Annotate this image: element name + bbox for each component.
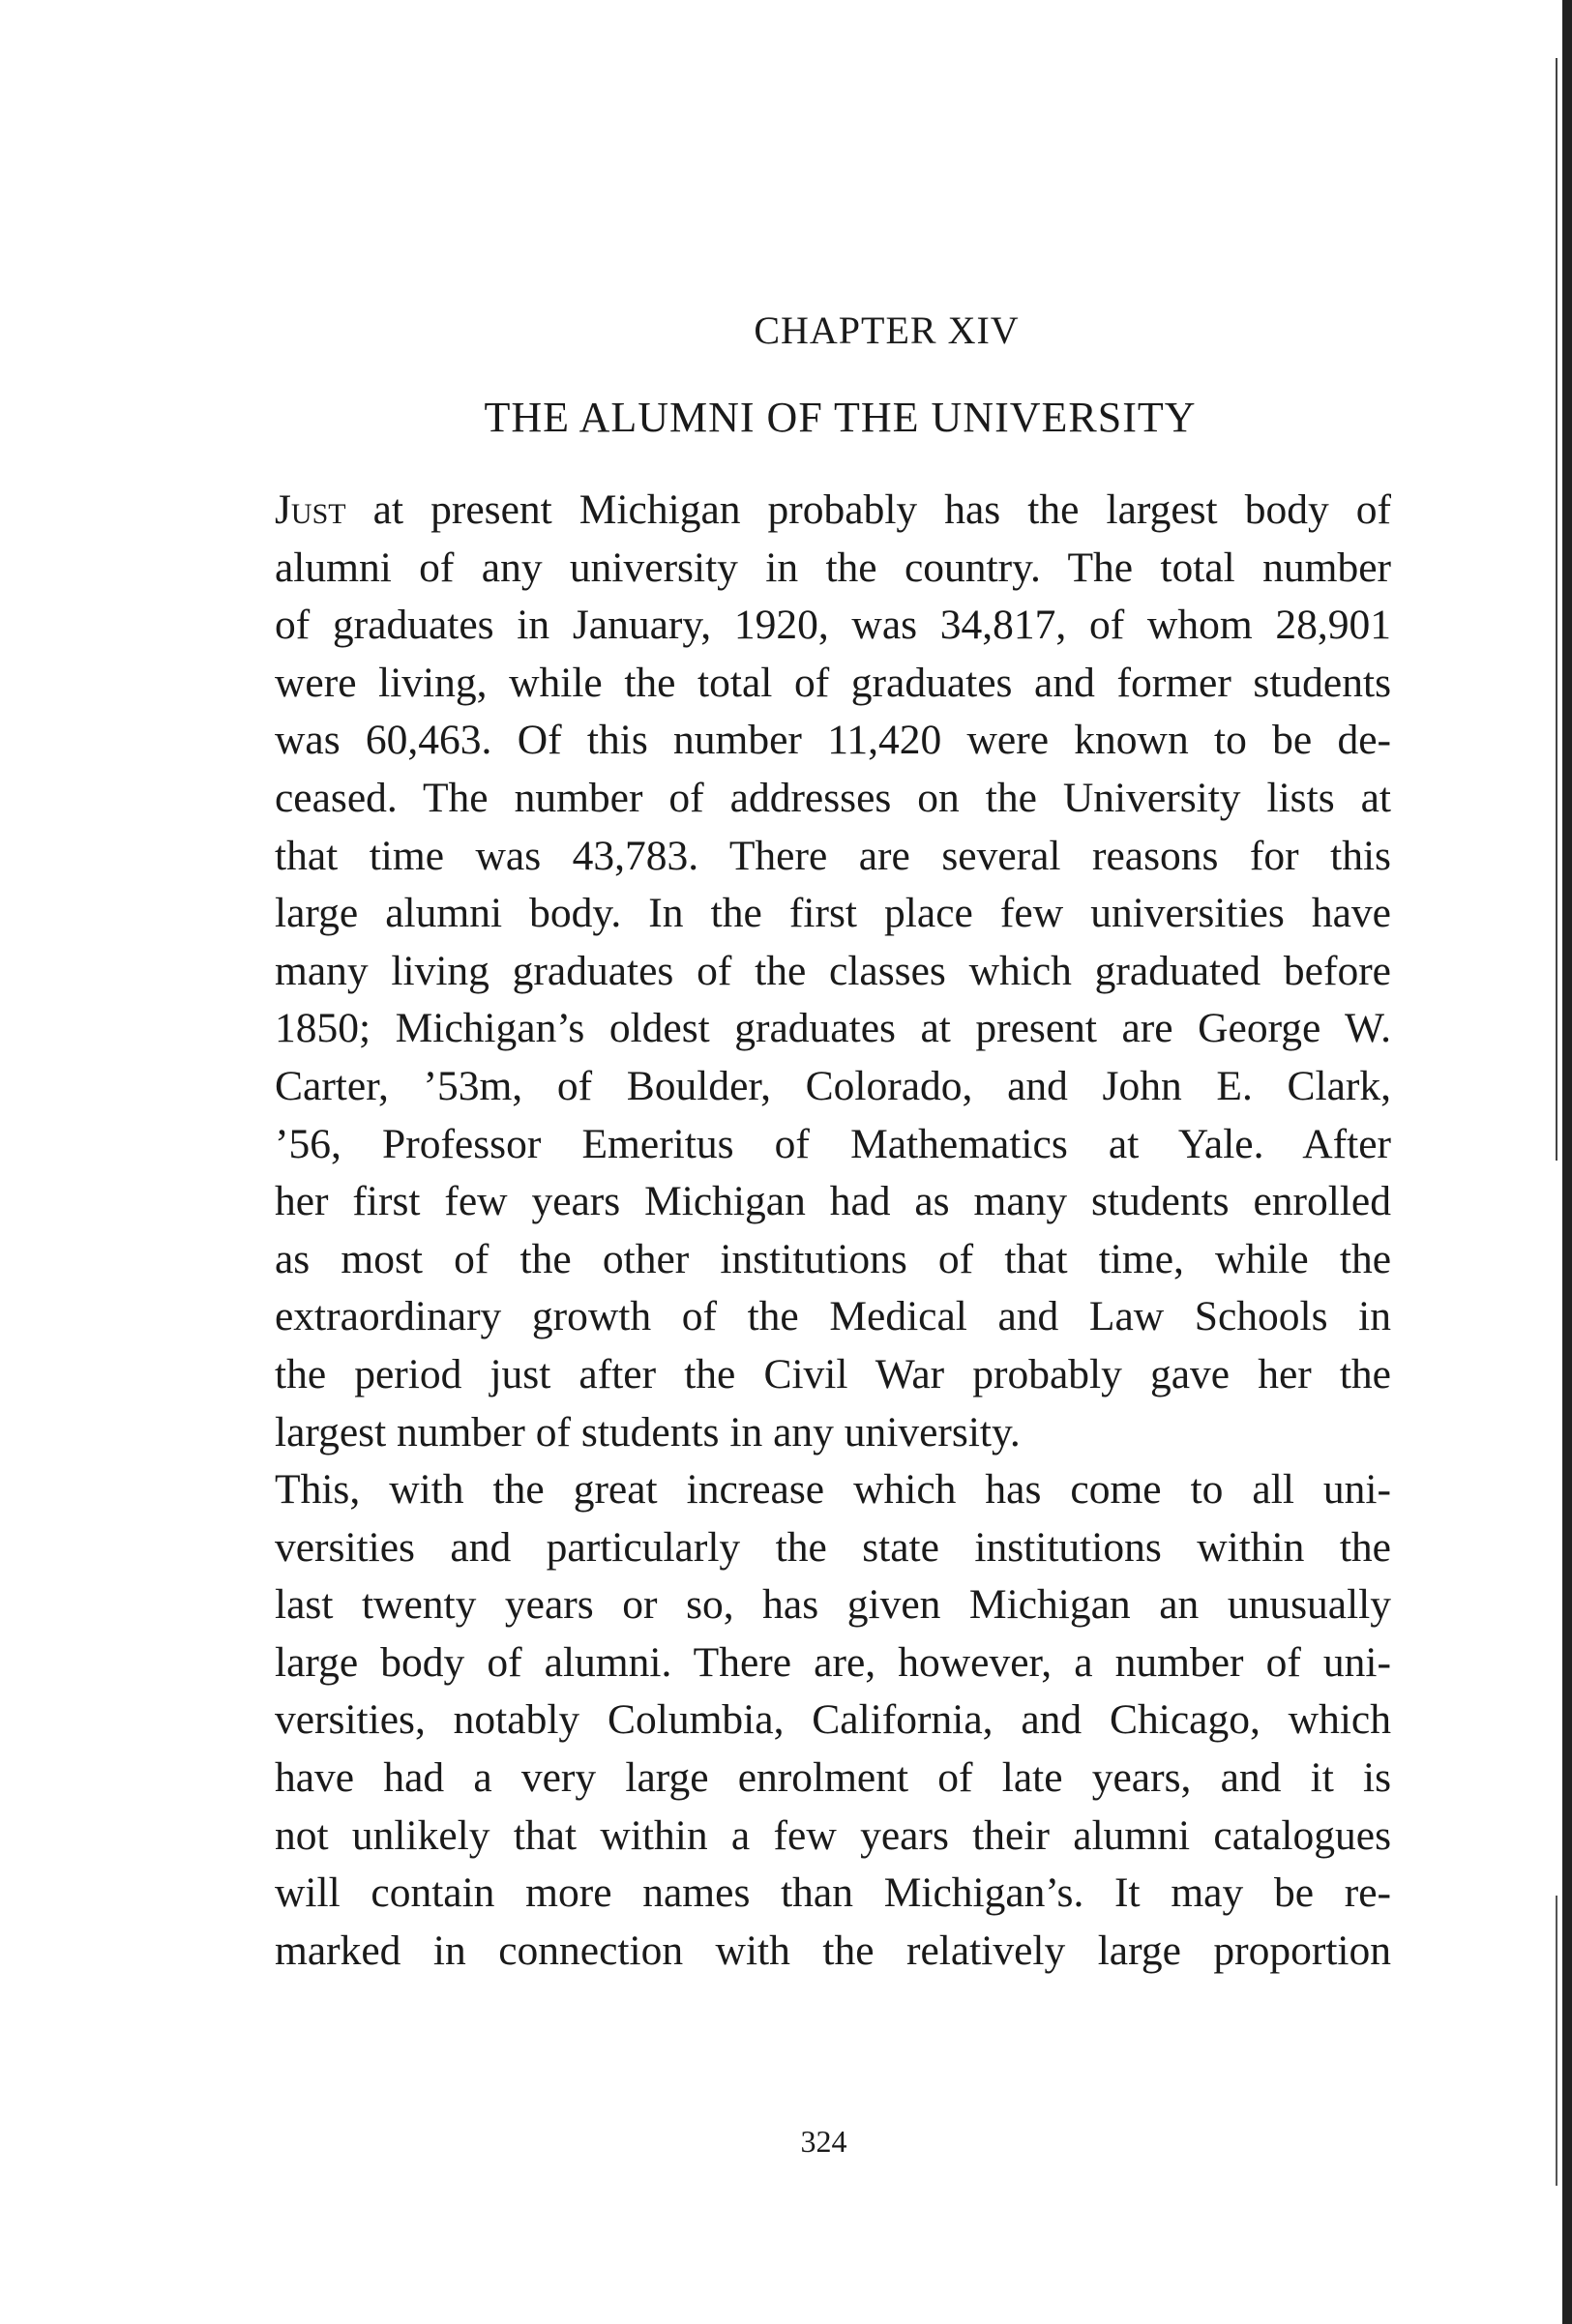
text-line: versities and particularly the state institutions within the [275,1523,1391,1571]
text-line: Just at present Michigan probably has the largest body of [275,486,1391,533]
text-line: was 60,463. Of this number 11,420 were known to be de- [275,717,1391,764]
text-line: Carter, ’53m, of Boulder, Colorado, and John E. Clark, [275,1062,1391,1109]
text-line: extraordinary growth of the Medical and Law Schools in [275,1293,1391,1340]
text-line: 1850; Michigan’s oldest graduates at present are George W. [275,1005,1391,1052]
text-line: were living, while the total of graduates and former students [275,659,1391,706]
chapter-number: CHAPTER XIV [754,309,1020,352]
text-line: that time was 43,783. There are several reasons for this [275,832,1391,879]
text-line: ceased. The number of addresses on the University lists at [275,774,1391,821]
text-line: her first few years Michigan had as many students enrolled [275,1178,1391,1225]
text-line: many living graduates of the classes which graduated before [275,947,1391,994]
text-line: alumni of any university in the country. The total number [275,544,1391,591]
text-line: large body of alumni. There are, however, a number of uni- [275,1638,1391,1686]
page-number: 324 [800,2124,847,2159]
text-line: large alumni body. In the first place few universities have [275,890,1391,937]
text-line: ’56, Professor Emeritus of Mathematics at Yale. After [275,1120,1391,1167]
text-line: not unlikely that within a few years their alumni catalogues [275,1811,1391,1859]
text-line: This, with the great increase which has come to all uni- [275,1466,1391,1514]
text-line: marked in connection with the relatively large proportion [275,1927,1391,1974]
text-line: have had a very large enrolment of late years, and it is [275,1754,1391,1802]
text-line: versities, notably Columbia, California, and Chicago, which [275,1696,1391,1744]
text-line: of graduates in January, 1920, was 34,817, of whom 28,901 [275,602,1391,649]
text-line: as most of the other institutions of that time, while the [275,1235,1391,1282]
text-line: the period just after the Civil War probably gave her the [275,1350,1391,1397]
text-line: largest number of students in any university. [275,1408,1021,1456]
paragraph-lead: Just [275,486,346,533]
text-line: last twenty years or so, has given Michigan an unusually [275,1581,1391,1629]
chapter-title: THE ALUMNI OF THE UNIVERSITY [484,394,1197,441]
text-line: will contain more names than Michigan’s. It may be re- [275,1869,1391,1917]
body-text [275,482,1391,1980]
page-edge-line [1556,58,1557,1161]
